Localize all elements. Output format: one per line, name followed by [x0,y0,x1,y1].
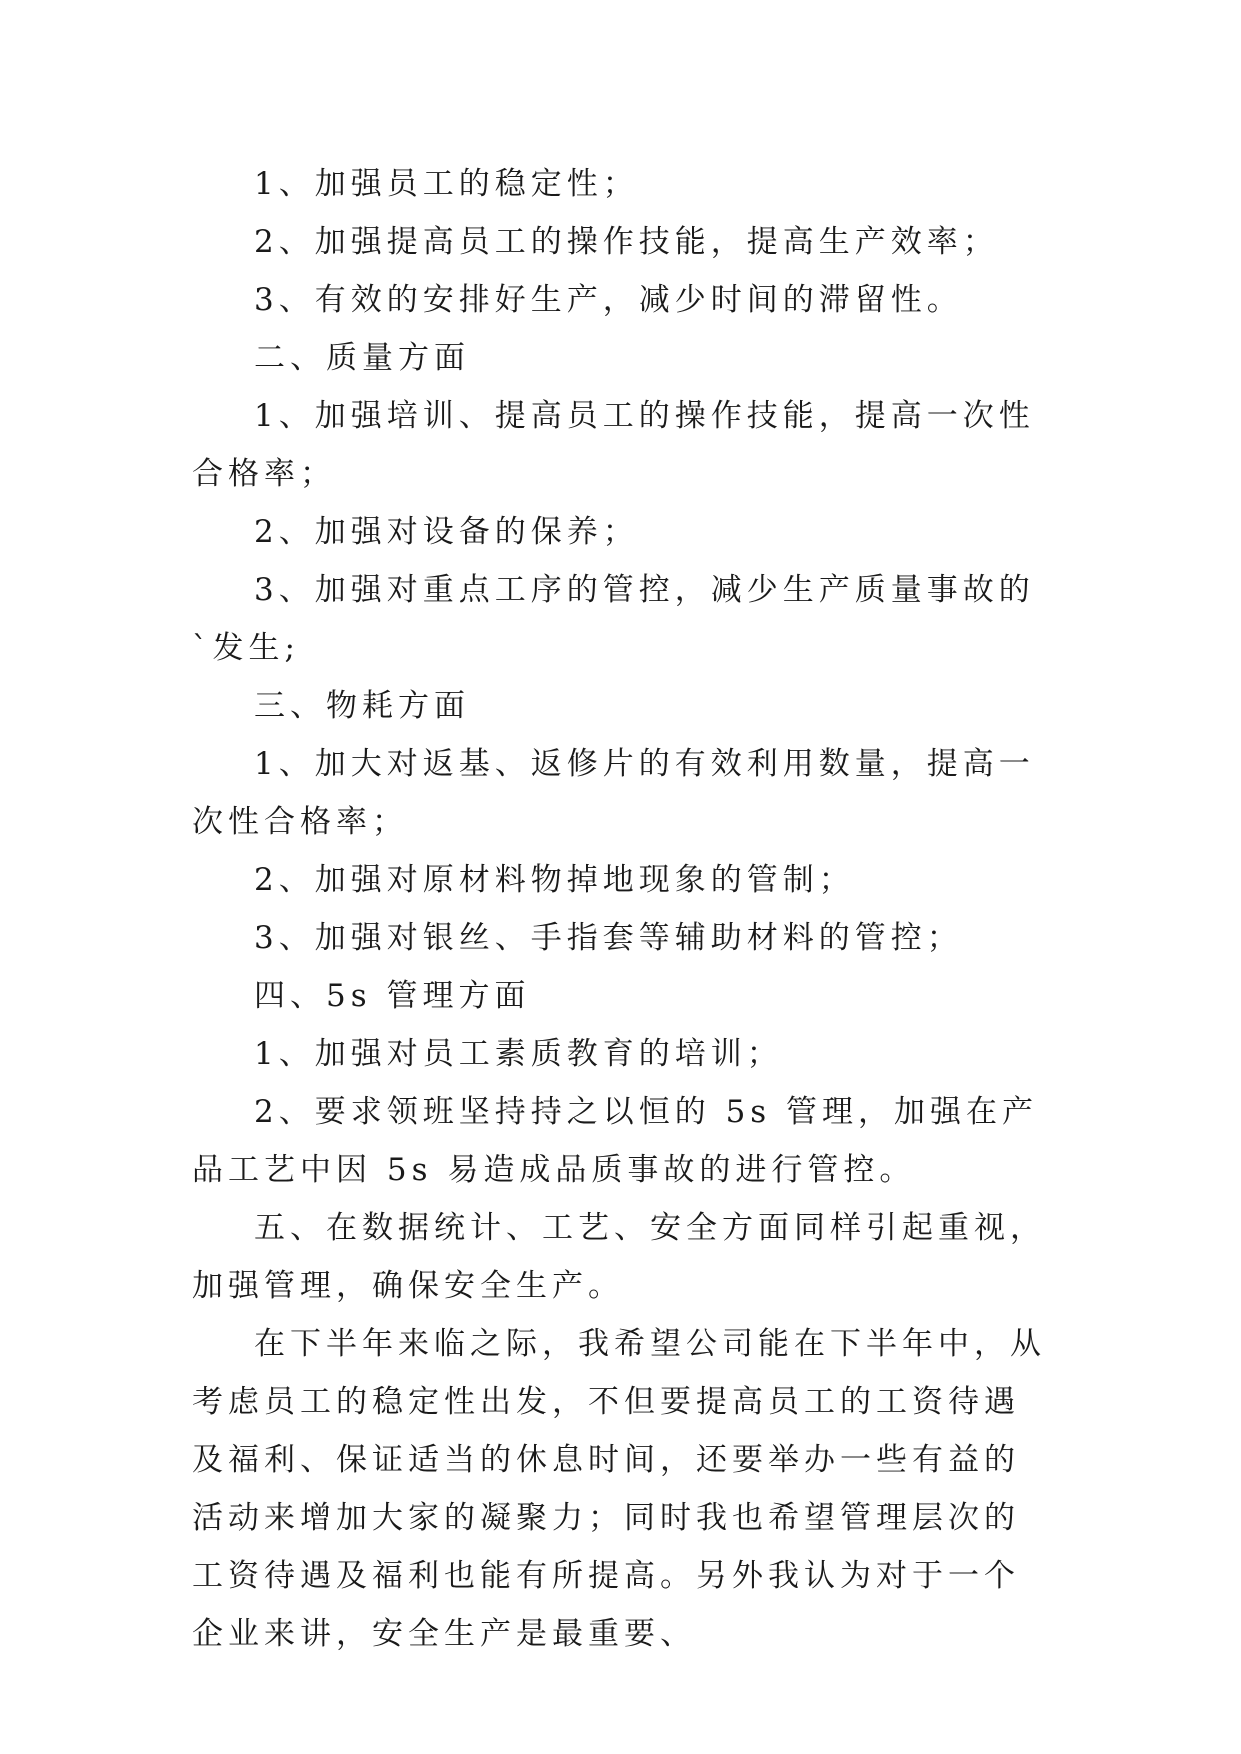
list-item-stability: 1、加强员工的稳定性； [254,166,639,202]
list-item-auxiliary: 3、加强对银丝、手指套等辅助材料的管控； [254,920,963,956]
list-item-training: 1、加强培训、提高员工的操作技能，提高一次性合格率； [192,398,1035,492]
section-heading-quality: 二、质量方面 [254,340,470,376]
list-item-skills: 2、加强提高员工的操作技能，提高生产效率； [254,224,999,260]
list-item-scheduling: 3、有效的安排好生产，减少时间的滞留性。 [254,282,963,318]
section-heading-safety: 五、在数据统计、工艺、安全方面同样引起重视，加强管理，确保安全生产。 [192,1210,1046,1304]
list-item-5s-management: 2、要求领班坚持持之以恒的 5s 管理，加强在产品工艺中因 5s 易造成品质事故的进行管控。 [192,1094,1039,1188]
list-item-education: 1、加强对员工素质教育的培训； [254,1036,783,1072]
list-item-rework: 1、加大对返基、返修片的有效利用数量，提高一次性合格率； [192,746,1035,840]
list-item-maintenance: 2、加强对设备的保养； [254,514,639,550]
document-body [192,155,1052,1663]
list-item-raw-material: 2、加强对原材料物掉地现象的管制； [254,862,855,898]
section-heading-material: 三、物耗方面 [254,688,470,724]
closing-paragraph: 在下半年来临之际，我希望公司能在下半年中，从考虑员工的稳定性出发，不但要提高员工的工资待遇及福利、保证适当的休息时间，还要举办一些有益的活动来增加大家的凝聚力；同时我也希望管理层次的工资待遇及福利也能有所提高。另外我认为对于一个企业来讲，安全生产是最重要、 [192,1326,1046,1652]
section-heading-5s: 四、5s 管理方面 [254,978,531,1014]
list-item-process-control: 3、加强对重点工序的管控，减少生产质量事故的`发生; [192,572,1035,666]
